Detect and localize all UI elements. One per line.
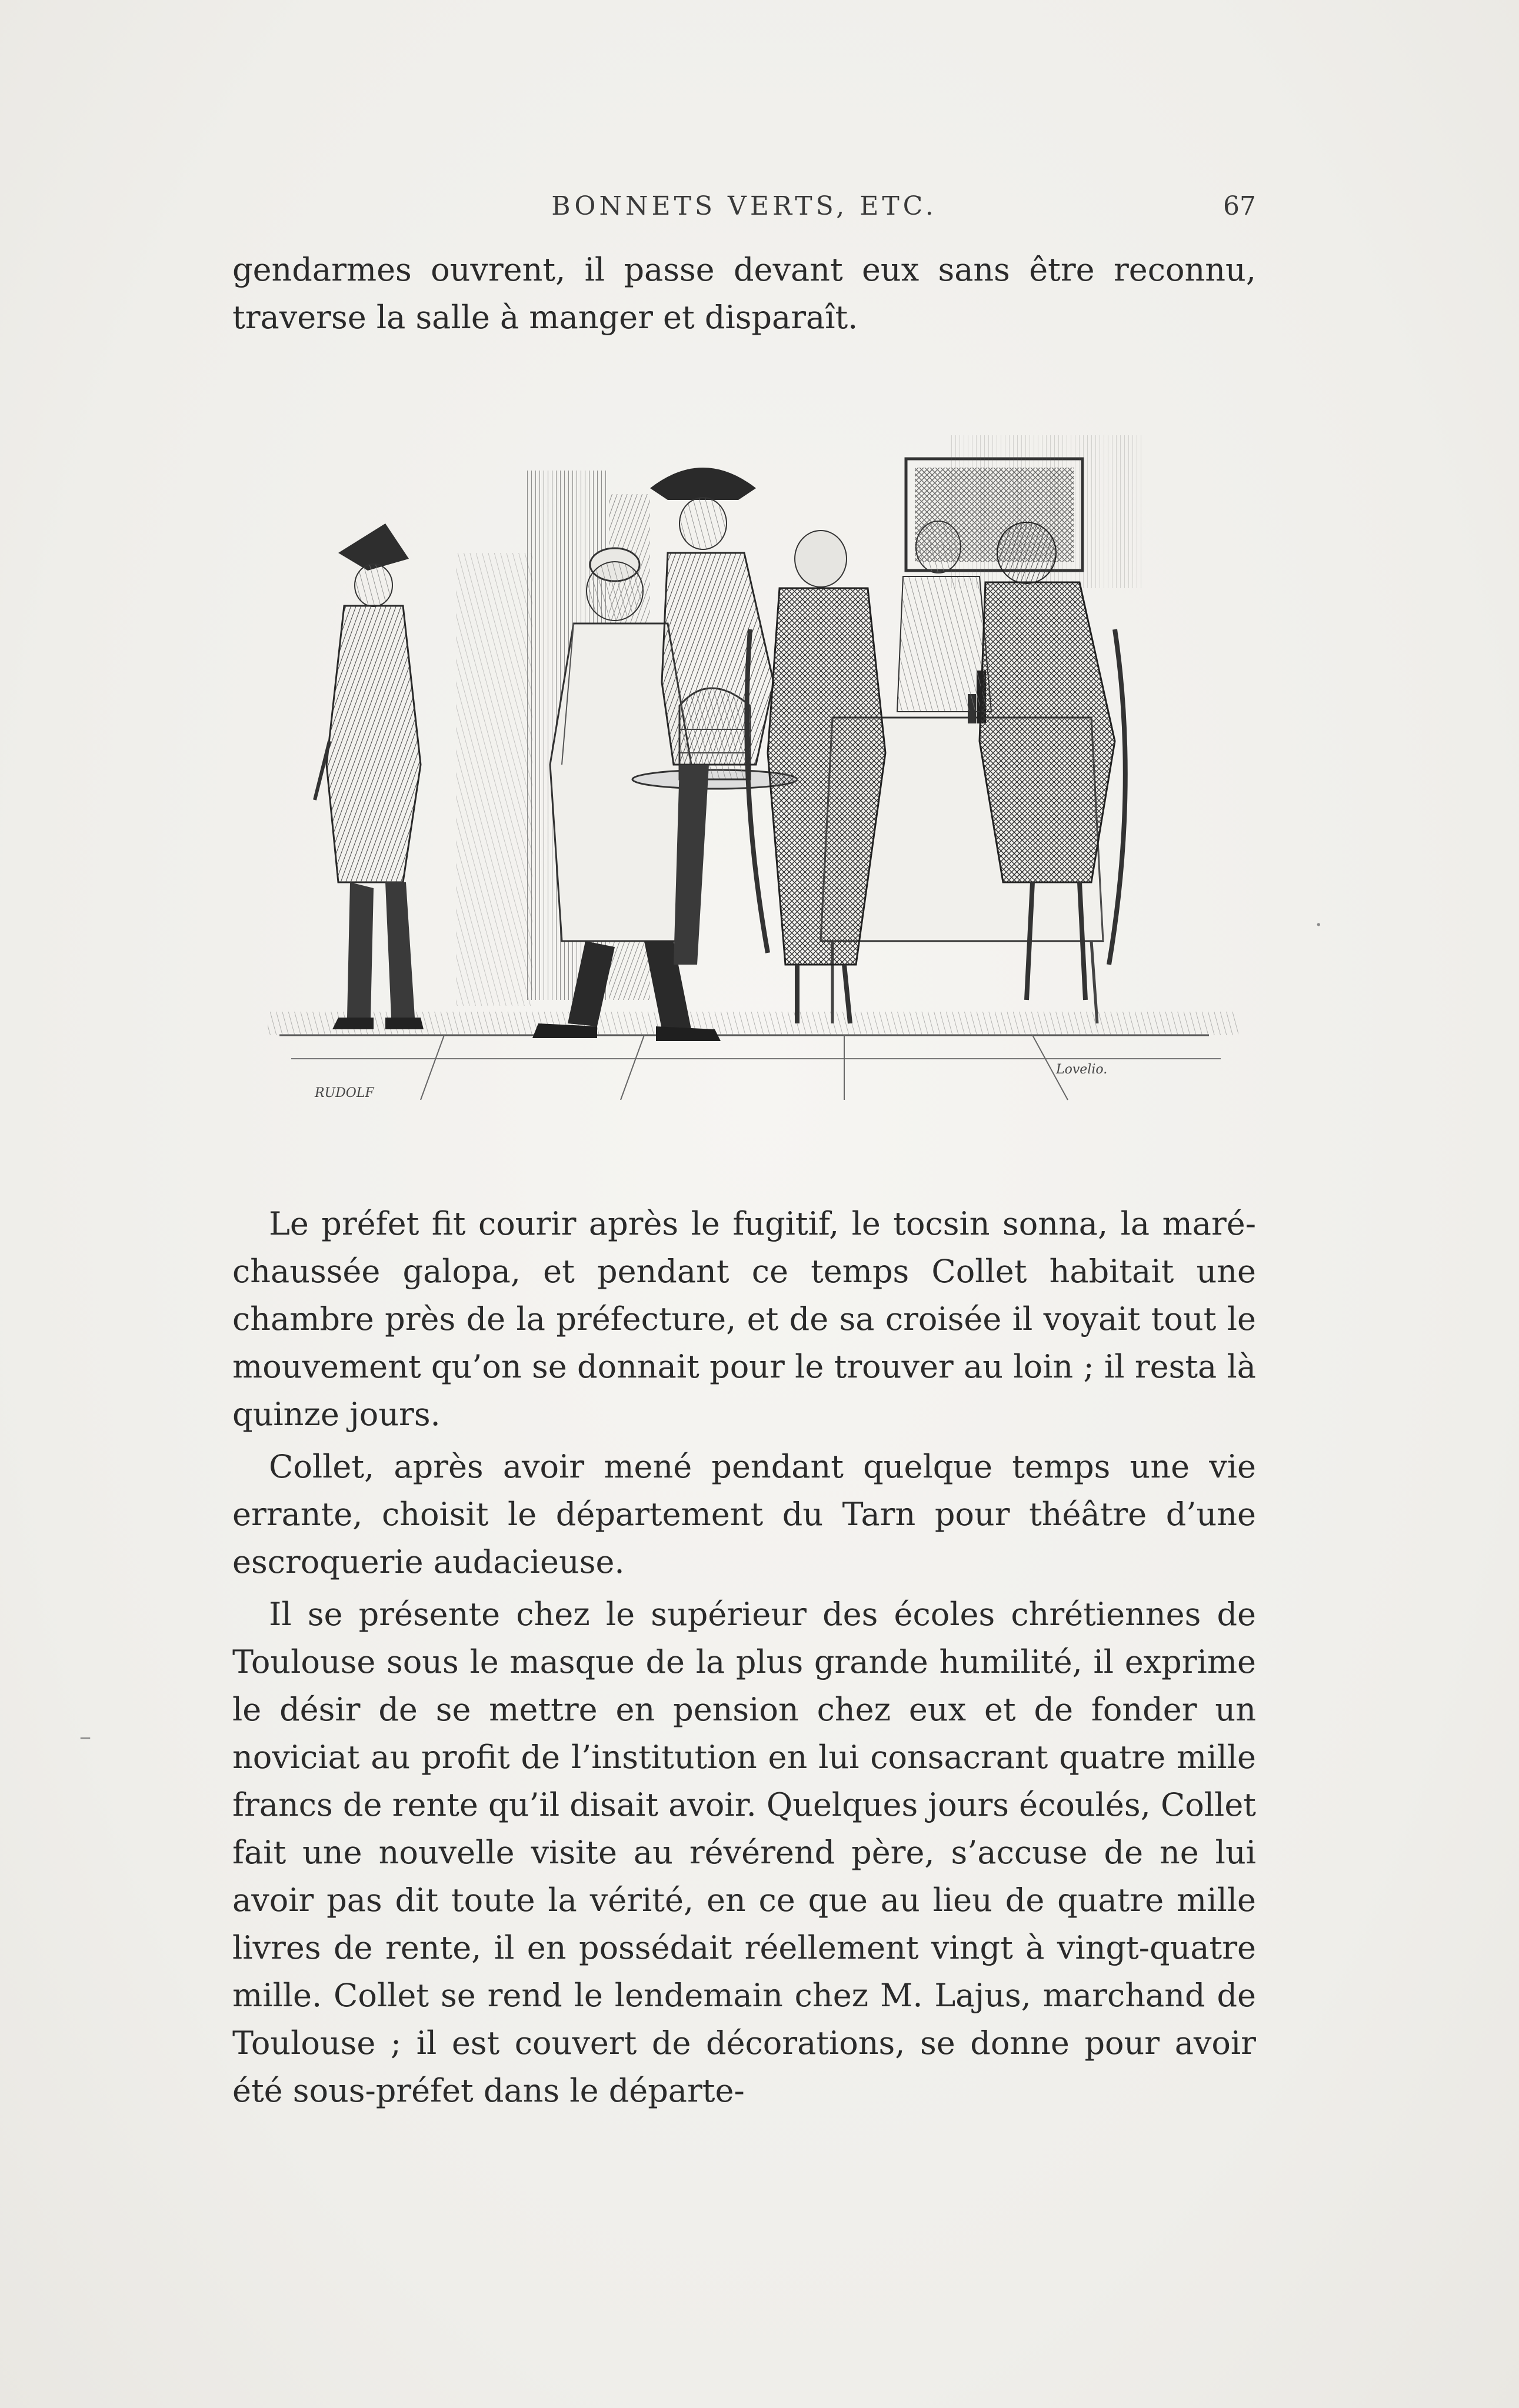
body-text-block xyxy=(232,1200,1256,2114)
paragraph: gendarmes ouvrent, il passe devant eux sans être reconnu, traverse la salle à manger et disparaît. xyxy=(232,251,1256,336)
engraving-illustration xyxy=(268,435,1238,1106)
paragraph: Le préfet fit courir après le fugitif, le tocsin sonna, la maréchaussée galopa, et pendant ce temps Collet habitait une chambre près de la préfecture, et de sa croisée il voyait tout le mouvement qu’on se donnait pour le trouver au loin ; il resta là quinze jours. xyxy=(232,1205,1256,1433)
engraver-signature: RUDOLF xyxy=(315,1086,374,1100)
gendarme-left-figure xyxy=(315,523,424,1029)
paragraph: Collet, après avoir mené pendant quelque temps une vie errante, choisit le département du Tarn pour théâtre d’une escroquerie audacieuse. xyxy=(232,1448,1256,1580)
margin-dash-left: – xyxy=(79,1723,91,1750)
margin-dot-right: · xyxy=(1315,912,1323,939)
paragraph: Il se présente chez le supérieur des écoles chrétiennes de Toulouse sous le masque de la plus grande humilité, il exprime le désir de se mettre en pension chez eux et de fonder un noviciat au profit de l’institution en lui consacrant quatre mille francs de rente qu’il disait avoir. Quelques jours écoulés, Collet fait une nouvelle visite au révérend père, s’accuse de ne lui avoir pas dit toute la vérité, en ce que au lieu de quatre mille livres de rente, il en possédait réellement vingt à vingt-quatre mille. Collet se rend le lendemain chez M. Lajus, marchand de Toulouse ; il est couvert de décorations, se donne pour avoir été sous-préfet dans le départe- xyxy=(232,1596,1256,2109)
page-number: 67 xyxy=(1223,191,1256,221)
engraving-scene xyxy=(268,435,1238,1106)
artist-signature: Lovelio. xyxy=(1056,1062,1108,1077)
running-title: BONNETS VERTS, ETC. xyxy=(551,191,937,221)
top-text-block xyxy=(232,246,1256,341)
page-header xyxy=(232,191,1256,232)
